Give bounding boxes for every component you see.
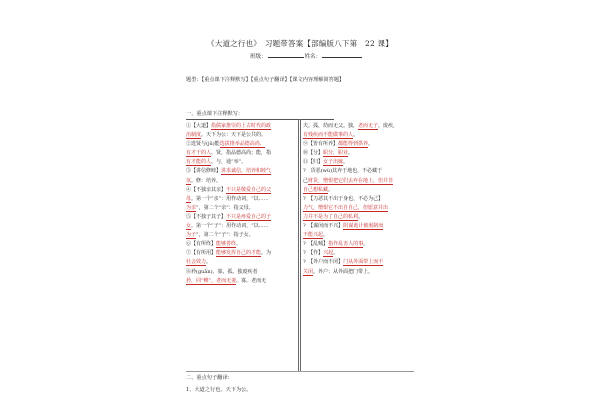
left-column <box>186 122 296 286</box>
note-row <box>186 195 296 204</box>
note-row <box>303 204 419 213</box>
note-row <box>303 195 419 204</box>
answer-text: 阴谋诡计被遏制而 <box>343 223 384 230</box>
section-2-title: 二、重点句子翻译： <box>186 375 233 381</box>
answer-text: 财货，憎恨把它们丢弃在地上，但并非 <box>308 177 394 184</box>
answer-text: 指儒家推崇的上古时代的政 <box>211 123 272 129</box>
answer-text: 治制度 <box>186 132 202 139</box>
note-row <box>186 249 296 258</box>
answer-text: 为子 <box>186 232 197 239</box>
note-row <box>303 167 419 176</box>
note-row <box>186 213 296 222</box>
note-text: 。 <box>348 150 354 157</box>
answer-text: 不只是敬爱自己的父 <box>226 186 272 193</box>
note-text: 。 <box>323 232 329 239</box>
answer-text: 讲求诚信，培养和睦气 <box>221 168 272 175</box>
note-row <box>303 186 419 195</box>
note-row <box>303 177 419 186</box>
note-text: 。 <box>358 213 364 220</box>
section-1-title: 一、重点课下注释默写： <box>186 111 244 117</box>
answer-text: 力气，憎恨它不出自自己，但愿意并出 <box>303 204 389 211</box>
note-row <box>186 167 296 176</box>
note-row <box>186 140 296 149</box>
note-text: 。 <box>328 186 334 193</box>
answer-text: 门从外面带上而不 <box>343 259 384 266</box>
note-text: 。废疾， <box>378 123 399 129</box>
answer-text: 有才能的人 <box>186 159 212 166</box>
note-row <box>303 149 419 158</box>
note-row <box>303 131 419 140</box>
note-row <box>303 240 419 249</box>
answer-text: 自己想私藏 <box>303 186 329 193</box>
note-text: 。 <box>363 241 369 248</box>
bottom-divider <box>186 371 414 372</box>
note-row <box>186 277 296 286</box>
note-text: 。天下为公：天下是公共的。 <box>201 132 267 139</box>
note-row <box>186 186 296 195</box>
answer-text: 能够善终 <box>216 241 237 248</box>
note-text: 。 <box>236 241 242 248</box>
question-types: 题型：【重点课下注释默写】【重点句子翻译】【课文内容理解简答题】 <box>186 77 345 83</box>
note-row <box>186 158 296 167</box>
note-text: ⑤【不独子其子】 <box>186 213 227 220</box>
note-text: 己 <box>303 177 309 184</box>
note-text: 。与，通“举”。 <box>211 159 247 166</box>
answer-text: 矜，同“鳏”，老而无妻 <box>186 277 237 284</box>
note-row <box>186 177 296 186</box>
answer-text: 女 <box>186 223 192 230</box>
note-text: ⑨【皆有所养】 <box>303 141 339 148</box>
answer-text: 兴起 <box>323 250 334 257</box>
right-column <box>303 122 419 277</box>
note-text: 夫。孤，幼而无父。独， <box>303 123 359 129</box>
note-row <box>186 268 296 277</box>
document-title: 《大道之行也》 习题带答案【部编版八下第 22 课】 <box>207 39 393 48</box>
note-row <box>186 122 296 131</box>
note-row <box>186 204 296 213</box>
answer-text: 力并不是为了自己的私利 <box>303 213 359 220</box>
answer-text: 指作乱害人的事 <box>328 241 364 248</box>
note-text: ③【讲信修睦】 <box>186 168 222 175</box>
note-text: 。贤，指品德高尚；能，指 <box>211 150 272 157</box>
note-text: ”，第二个“亲”：指父母。 <box>196 204 254 211</box>
note-text: ? 货恶(wù)其弃于地也，不必藏于 <box>303 168 383 175</box>
note-text: 。 <box>206 259 212 266</box>
note-text: ? 【作】 <box>303 250 324 257</box>
note-row <box>303 231 419 240</box>
note-row <box>186 131 296 140</box>
note-text: ? 【力恶其不出于身也，不必为己】 <box>303 195 384 202</box>
note-text: 。 <box>368 141 374 148</box>
note-text: 。修：培养。 <box>191 177 222 184</box>
class-name-line <box>250 52 363 60</box>
note-row <box>303 158 419 167</box>
note-row <box>303 268 419 277</box>
note-row <box>303 222 419 231</box>
note-row <box>303 213 419 222</box>
note-text: 。第一个“亲”：用作动词，“以…… <box>191 195 269 202</box>
answer-text: 有残疾而不能做事的人 <box>303 132 354 139</box>
name-label: 姓名： <box>304 54 322 60</box>
class-blank <box>268 57 304 58</box>
note-text: ⑩【分】 <box>303 150 324 157</box>
note-row <box>303 122 419 131</box>
answer-text: 社会效力 <box>186 259 207 266</box>
note-text: 。外户：从外面把门带上。 <box>313 268 374 275</box>
answer-text: 职分，职业 <box>323 150 349 157</box>
note-text: ①【大道】 <box>186 123 212 129</box>
class-label: 班级： <box>250 54 267 60</box>
note-text: ⑪【归】 <box>303 159 324 166</box>
note-text: ④【不独亲其亲】 <box>186 186 227 193</box>
note-row <box>303 258 419 267</box>
note-row <box>303 140 419 149</box>
note-row <box>186 149 296 158</box>
note-text: ? 【谋闭而不兴】 <box>303 223 344 230</box>
section-divider <box>186 119 334 120</box>
answer-text: 能够发挥自己的才能 <box>216 250 262 257</box>
answer-text: 老而无子 <box>358 123 379 129</box>
note-text: ”，第二个“子”：指子女。 <box>196 232 254 239</box>
question-1: 1、大道之行也，天下为公。 <box>186 387 252 393</box>
note-row <box>186 231 296 240</box>
note-text: ? 【乱贼】 <box>303 241 329 248</box>
column-divider <box>298 119 299 371</box>
note-text: 。为 <box>261 250 272 257</box>
answer-text: 关闭 <box>303 268 314 275</box>
note-row <box>186 258 296 267</box>
answer-text: 有才干的人 <box>186 150 212 157</box>
answer-text: 选拔推举品德高尚、 <box>219 141 265 148</box>
answer-text: 母 <box>186 195 192 202</box>
note-text: ⑧矜(guān)、寡、孤、独废疾者 <box>186 268 258 275</box>
answer-text: 女子出嫁 <box>323 159 344 166</box>
name-blank <box>322 57 362 58</box>
note-row <box>303 249 419 258</box>
note-text: ? 【外户而不闭】 <box>303 259 344 266</box>
answer-text: 不只是疼爱自己的子 <box>226 213 272 220</box>
note-text: 。寡，老而无 <box>236 277 267 284</box>
note-text: 。 <box>343 159 349 166</box>
note-text: ⑦【有所用】 <box>186 250 217 257</box>
document-page <box>180 30 420 393</box>
note-text: ⑥【有所终】 <box>186 241 217 248</box>
note-row <box>186 222 296 231</box>
answer-text: 都能得到供养 <box>338 141 369 148</box>
answer-text: 不能兴起 <box>303 232 324 239</box>
answer-text: 为亲 <box>186 204 197 211</box>
note-row <box>186 240 296 249</box>
note-text: 。第一个“子”：用作动词，“以…… <box>191 223 269 230</box>
note-text: ②选贤与(jǔ)能 <box>186 141 220 148</box>
note-text: 。 <box>333 250 339 257</box>
column-divider <box>300 119 301 371</box>
answer-text: 氛 <box>186 177 192 184</box>
note-text: 。 <box>353 132 359 139</box>
